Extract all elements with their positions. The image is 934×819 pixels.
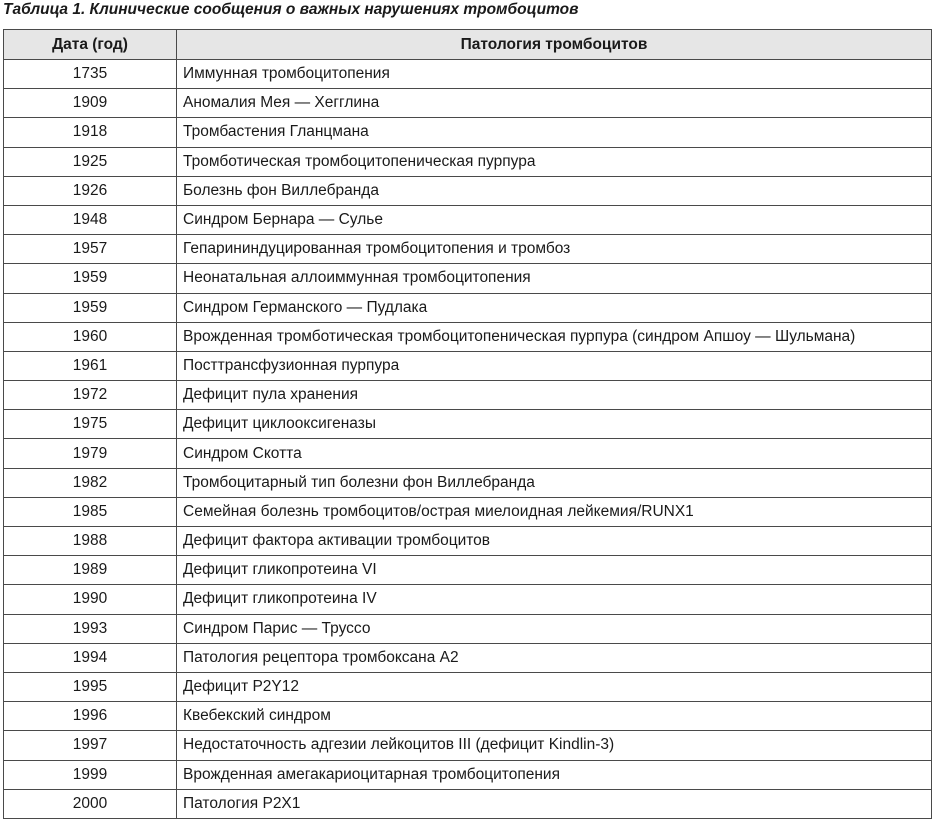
year-cell: 1989 [4,556,177,585]
year-cell: 1995 [4,672,177,701]
table-row [4,760,932,789]
table-row [4,205,932,234]
year-cell: 1926 [4,176,177,205]
year-cell: 1975 [4,410,177,439]
table-row [4,147,932,176]
year-cell: 1997 [4,731,177,760]
year-cell: 1918 [4,118,177,147]
table-row [4,468,932,497]
pathology-cell: Синдром Бернара — Сулье [177,205,932,234]
pathology-cell: Дефицит гликопротеина VI [177,556,932,585]
table-caption: Таблица 1. Клинические сообщения о важных нарушениях тромбоцитов [3,1,579,18]
table-row [4,264,932,293]
column-header-year: Дата (год) [4,30,177,60]
year-cell: 1990 [4,585,177,614]
table-row [4,381,932,410]
table-row [4,351,932,380]
pathology-cell: Дефицит циклооксигеназы [177,410,932,439]
year-cell: 1993 [4,614,177,643]
platelet-disorders-table [3,29,932,819]
pathology-cell: Аномалия Мея — Хегглина [177,89,932,118]
table-row [4,497,932,526]
year-cell: 1735 [4,60,177,89]
table-row [4,731,932,760]
year-cell: 1959 [4,264,177,293]
table-row [4,585,932,614]
pathology-cell: Синдром Германского — Пудлака [177,293,932,322]
table-row [4,89,932,118]
year-cell: 1959 [4,293,177,322]
column-header-pathology: Патология тромбоцитов [177,30,932,60]
year-cell: 2000 [4,789,177,818]
year-cell: 1972 [4,381,177,410]
year-cell: 1961 [4,351,177,380]
table-row [4,118,932,147]
pathology-cell: Болезнь фон Виллебранда [177,176,932,205]
pathology-cell: Тромботическая тромбоцитопеническая пурпура [177,147,932,176]
table-row [4,789,932,818]
pathology-cell: Квебекский синдром [177,702,932,731]
pathology-cell: Врожденная тромботическая тромбоцитопеническая пурпура (синдром Апшоу — Шульмана) [177,322,932,351]
year-cell: 1982 [4,468,177,497]
pathology-cell: Неонатальная аллоиммунная тромбоцитопения [177,264,932,293]
pathology-cell: Тромбастения Гланцмана [177,118,932,147]
year-cell: 1996 [4,702,177,731]
pathology-cell: Иммунная тромбоцитопения [177,60,932,89]
year-cell: 1999 [4,760,177,789]
year-cell: 1994 [4,643,177,672]
year-cell: 1948 [4,205,177,234]
pathology-cell: Дефицит гликопротеина IV [177,585,932,614]
year-cell: 1979 [4,439,177,468]
table-row [4,556,932,585]
table-row [4,527,932,556]
year-cell: 1909 [4,89,177,118]
table-row [4,702,932,731]
year-cell: 1957 [4,235,177,264]
year-cell: 1988 [4,527,177,556]
table-row [4,235,932,264]
table-row [4,410,932,439]
pathology-cell: Семейная болезнь тромбоцитов/острая миелоидная лейкемия/RUNX1 [177,497,932,526]
pathology-cell: Синдром Парис — Труссо [177,614,932,643]
table-row [4,322,932,351]
table-row [4,643,932,672]
pathology-cell: Гепарининдуцированная тромбоцитопения и тромбоз [177,235,932,264]
pathology-cell: Тромбоцитарный тип болезни фон Виллебранда [177,468,932,497]
pathology-cell: Синдром Скотта [177,439,932,468]
pathology-cell: Врожденная амегакариоцитарная тромбоцитопения [177,760,932,789]
pathology-cell: Посттрансфузионная пурпура [177,351,932,380]
pathology-cell: Дефицит фактора активации тромбоцитов [177,527,932,556]
table-header-row [4,30,932,60]
pathology-cell: Патология рецептора тромбоксана A2 [177,643,932,672]
table-body [4,60,932,819]
year-cell: 1925 [4,147,177,176]
year-cell: 1985 [4,497,177,526]
table-row [4,672,932,701]
table-row [4,60,932,89]
year-cell: 1960 [4,322,177,351]
pathology-cell: Недостаточность адгезии лейкоцитов III (дефицит Kindlin-3) [177,731,932,760]
table-row [4,176,932,205]
table-row [4,293,932,322]
pathology-cell: Патология P2X1 [177,789,932,818]
pathology-cell: Дефицит P2Y12 [177,672,932,701]
table-row [4,439,932,468]
table-row [4,614,932,643]
pathology-cell: Дефицит пула хранения [177,381,932,410]
